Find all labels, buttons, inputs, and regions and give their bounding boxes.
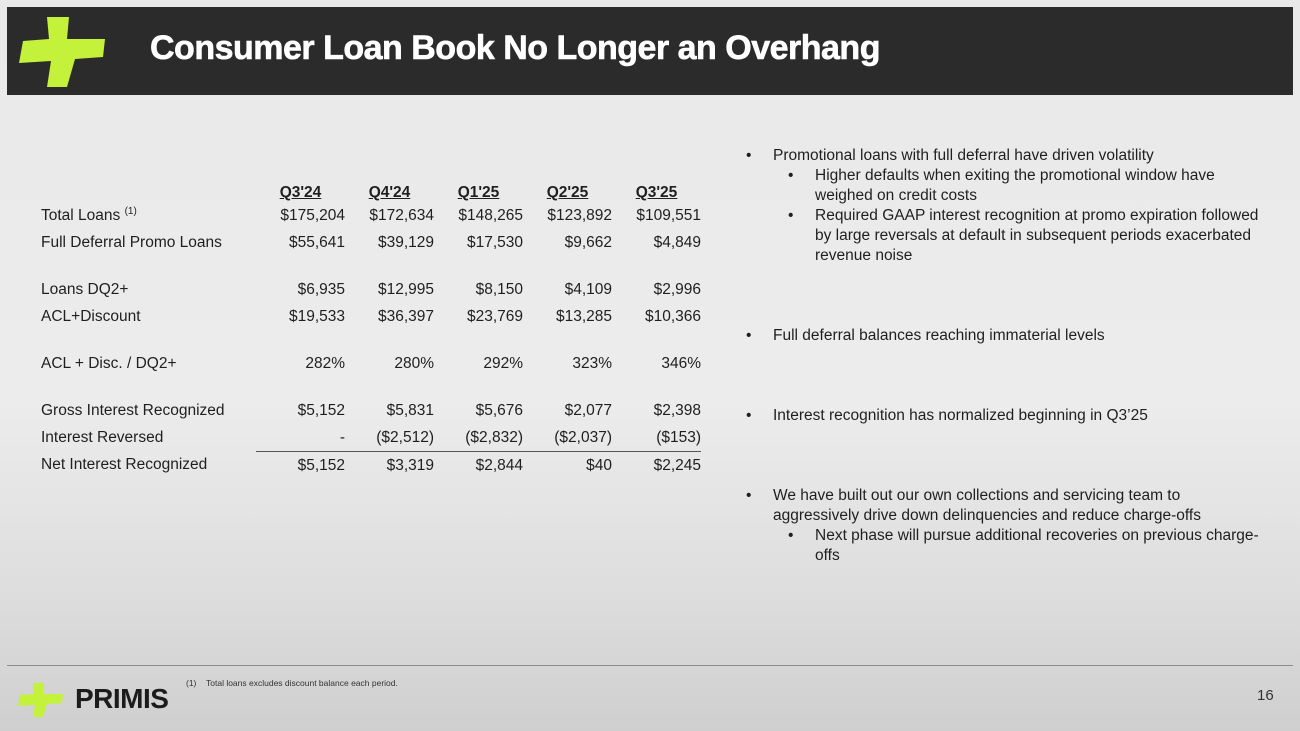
cell: 280% — [394, 354, 434, 372]
cell: $10,366 — [644, 307, 701, 325]
cell: $13,285 — [555, 307, 612, 325]
cell: $12,995 — [377, 280, 434, 298]
table-row — [41, 397, 701, 424]
table-row — [41, 276, 701, 303]
cell: $2,077 — [564, 401, 612, 419]
cell: $2,844 — [475, 456, 523, 474]
sub-bullet-item: • Next phase will pursue additional recoveries on previous charge-offs — [744, 526, 1264, 566]
cell: $5,152 — [297, 456, 345, 474]
cell: $2,996 — [653, 280, 701, 298]
cell: $175,204 — [280, 206, 345, 224]
cell: $17,530 — [466, 233, 523, 251]
cell: 282% — [305, 354, 345, 372]
cell: ($2,512) — [345, 424, 434, 452]
cell: $4,109 — [564, 280, 612, 298]
column-header: Q2'25 — [546, 184, 589, 201]
cell: $5,676 — [475, 401, 523, 419]
footnote-marker: (1) — [124, 205, 137, 217]
cell: $148,265 — [458, 206, 523, 224]
cell: $2,398 — [653, 401, 701, 419]
sub-bullet-item: • Required GAAP interest recognition at promo expiration followed by large reversals at default in subsequent periods exacerbated revenue noise — [744, 206, 1264, 266]
cell: ($2,037) — [523, 424, 612, 452]
cell: $4,849 — [653, 233, 701, 251]
cell: ($2,832) — [434, 424, 523, 452]
primis-brand-icon — [17, 681, 65, 719]
table-row — [41, 229, 701, 256]
table-row — [41, 424, 701, 452]
cell: $123,892 — [547, 206, 612, 224]
cell: $39,129 — [377, 233, 434, 251]
row-label: ACL + Disc. / DQ2+ — [41, 354, 177, 372]
row-label: Interest Reversed — [41, 428, 164, 446]
table-header-row — [41, 180, 701, 202]
cell: $36,397 — [377, 307, 434, 325]
bullet-item: • Interest recognition has normalized beginning in Q3’25 — [744, 406, 1264, 426]
column-header: Q1'25 — [457, 184, 500, 201]
sub-bullet-item: • Higher defaults when exiting the promotional window have weighed on credit costs — [744, 166, 1264, 206]
cell: - — [256, 424, 345, 452]
cell: $2,245 — [653, 456, 701, 474]
cell: $5,831 — [386, 401, 434, 419]
primis-logo-icon — [17, 13, 109, 89]
cell: ($153) — [612, 424, 701, 452]
cell: $172,634 — [369, 206, 434, 224]
brand-name: PRIMIS — [75, 683, 169, 714]
table-row — [41, 350, 701, 377]
footnote — [186, 678, 398, 688]
cell: $5,152 — [297, 401, 345, 419]
cell: 346% — [661, 354, 701, 372]
cell: $3,319 — [386, 456, 434, 474]
cell: $40 — [586, 456, 612, 474]
footnote-text: Total loans excludes discount balance each period. — [206, 678, 398, 688]
spacer-row — [41, 330, 701, 350]
cell: $19,533 — [288, 307, 345, 325]
page-number: 16 — [1257, 687, 1274, 704]
bullet-item: • Promotional loans with full deferral have driven volatility — [744, 146, 1264, 166]
cell: 292% — [483, 354, 523, 372]
commentary-bullets — [744, 146, 1264, 566]
title-bar — [7, 7, 1293, 95]
cell: 323% — [572, 354, 612, 372]
table-row — [41, 303, 701, 330]
cell: $9,662 — [564, 233, 612, 251]
row-label: Loans DQ2+ — [41, 280, 129, 298]
page-title: Consumer Loan Book No Longer an Overhang — [150, 29, 880, 67]
footnote-number: (1) — [186, 678, 197, 688]
column-header: Q3'25 — [635, 184, 678, 201]
table-row — [41, 452, 701, 480]
row-label: Gross Interest Recognized — [41, 401, 225, 419]
footer-divider — [7, 665, 1293, 666]
row-label: Net Interest Recognized — [41, 456, 208, 474]
bullet-item: • We have built out our own collections and servicing team to aggressively drive down delinquencies and reduce charge-offs — [744, 486, 1264, 526]
row-label: Total Loans $^{(1)}$ — [41, 205, 137, 225]
row-label: ACL+Discount — [41, 307, 141, 325]
cell: $109,551 — [636, 206, 701, 224]
cell: $6,935 — [297, 280, 345, 298]
loan-metrics-table — [41, 180, 701, 479]
column-header: Q3'24 — [279, 184, 322, 201]
row-label: Full Deferral Promo Loans — [41, 233, 222, 251]
cell: $55,641 — [288, 233, 345, 251]
table-row — [41, 202, 701, 229]
spacer-row — [41, 377, 701, 397]
cell: $23,769 — [466, 307, 523, 325]
cell: $8,150 — [475, 280, 523, 298]
spacer-row — [41, 256, 701, 276]
column-header: Q4'24 — [368, 184, 411, 201]
bullet-item: • Full deferral balances reaching immaterial levels — [744, 326, 1264, 346]
